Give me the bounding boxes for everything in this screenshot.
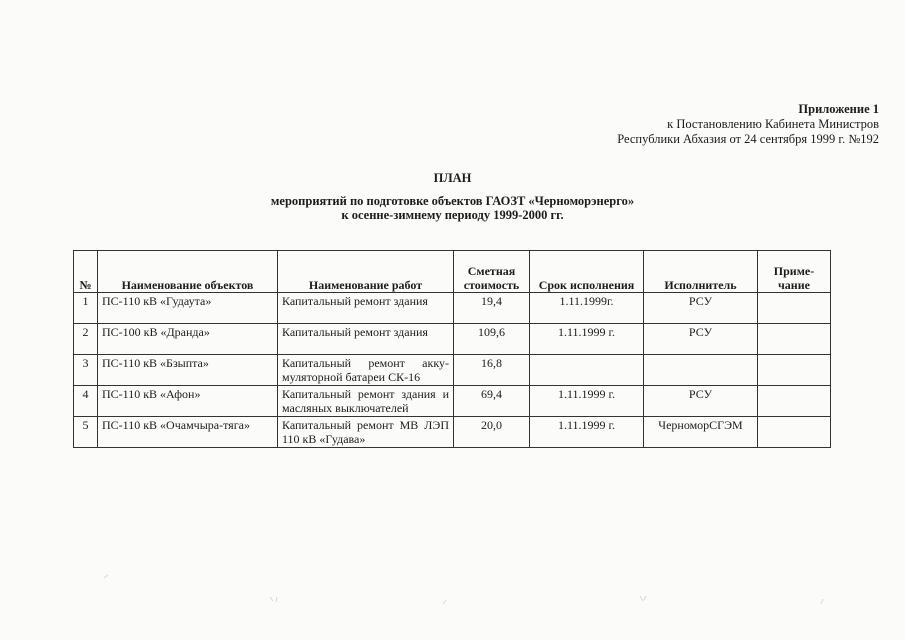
table-header-row — [74, 251, 831, 293]
cell-term: 1.11.1999 г. — [530, 386, 644, 417]
cell-num: 2 — [74, 324, 98, 355]
header-note: Приме-чание — [758, 251, 831, 293]
scan-speck — [640, 596, 646, 601]
plan-table — [73, 250, 831, 448]
cell-work: Капитальный ремонт здания — [278, 293, 454, 324]
table-row — [74, 386, 831, 417]
cell-num: 4 — [74, 386, 98, 417]
plan-subtitle-line-1: мероприятий по подготовке объектов ГАОЗТ «Черноморэнерго» — [270, 194, 635, 208]
plan-subtitle-line-2: к осенне-зимнему периоду 1999-2000 гг. — [341, 208, 564, 222]
cell-cost: 20,0 — [454, 417, 530, 448]
cell-executor: РСУ — [644, 324, 758, 355]
cell-work: Капитальный ремонт акку-муляторной батареи СК-16 — [278, 355, 454, 386]
scan-speck — [270, 597, 277, 602]
table-row — [74, 324, 831, 355]
cell-term — [530, 355, 644, 386]
cell-executor — [644, 355, 758, 386]
cell-work: Капитальный ремонт здания и масляных выключателей — [278, 386, 454, 417]
cell-object: ПС-110 кВ «Афон» — [98, 386, 278, 417]
appendix-line-1: к Постановлению Кабинета Министров — [667, 117, 879, 131]
cell-cost: 19,4 — [454, 293, 530, 324]
table-row — [74, 293, 831, 324]
cell-object: ПС-110 кВ «Бзыпта» — [98, 355, 278, 386]
header-executor: Исполнитель — [644, 251, 758, 293]
cell-executor: РСУ — [644, 293, 758, 324]
cell-object: ПС-110 кВ «Гудаута» — [98, 293, 278, 324]
cell-cost: 109,6 — [454, 324, 530, 355]
table-row — [74, 417, 831, 448]
scan-speck — [443, 600, 446, 604]
cell-num: 5 — [74, 417, 98, 448]
header-object: Наименование объектов — [98, 251, 278, 293]
scan-speck — [821, 599, 823, 604]
cell-note — [758, 355, 831, 386]
cell-executor: РСУ — [644, 386, 758, 417]
cell-note — [758, 293, 831, 324]
cell-object: ПС-110 кВ «Очамчыра-тяга» — [98, 417, 278, 448]
plan-heading — [0, 170, 905, 222]
header-num: № — [74, 251, 98, 293]
scan-speck — [104, 575, 108, 578]
cell-object: ПС-100 кВ «Дранда» — [98, 324, 278, 355]
cell-num: 1 — [74, 293, 98, 324]
cell-cost: 69,4 — [454, 386, 530, 417]
appendix-block — [617, 102, 879, 147]
cell-work: Капитальный ремонт здания — [278, 324, 454, 355]
cell-term: 1.11.1999 г. — [530, 324, 644, 355]
appendix-line-2: Республики Абхазия от 24 сентября 1999 г. №192 — [617, 132, 879, 146]
cell-cost: 16,8 — [454, 355, 530, 386]
header-cost: Сметная стоимость — [454, 251, 530, 293]
header-term: Срок исполнения — [530, 251, 644, 293]
cell-note — [758, 417, 831, 448]
cell-note — [758, 324, 831, 355]
table-row — [74, 355, 831, 386]
cell-num: 3 — [74, 355, 98, 386]
cell-note — [758, 386, 831, 417]
cell-executor: ЧерноморСГЭМ — [644, 417, 758, 448]
plan-title: ПЛАН — [433, 171, 472, 185]
header-work: Наименование работ — [278, 251, 454, 293]
cell-work: Капитальный ремонт МВ ЛЭП 110 кВ «Гудава» — [278, 417, 454, 448]
cell-term: 1.11.1999 г. — [530, 417, 644, 448]
appendix-title: Приложение 1 — [798, 102, 879, 116]
cell-term: 1.11.1999г. — [530, 293, 644, 324]
